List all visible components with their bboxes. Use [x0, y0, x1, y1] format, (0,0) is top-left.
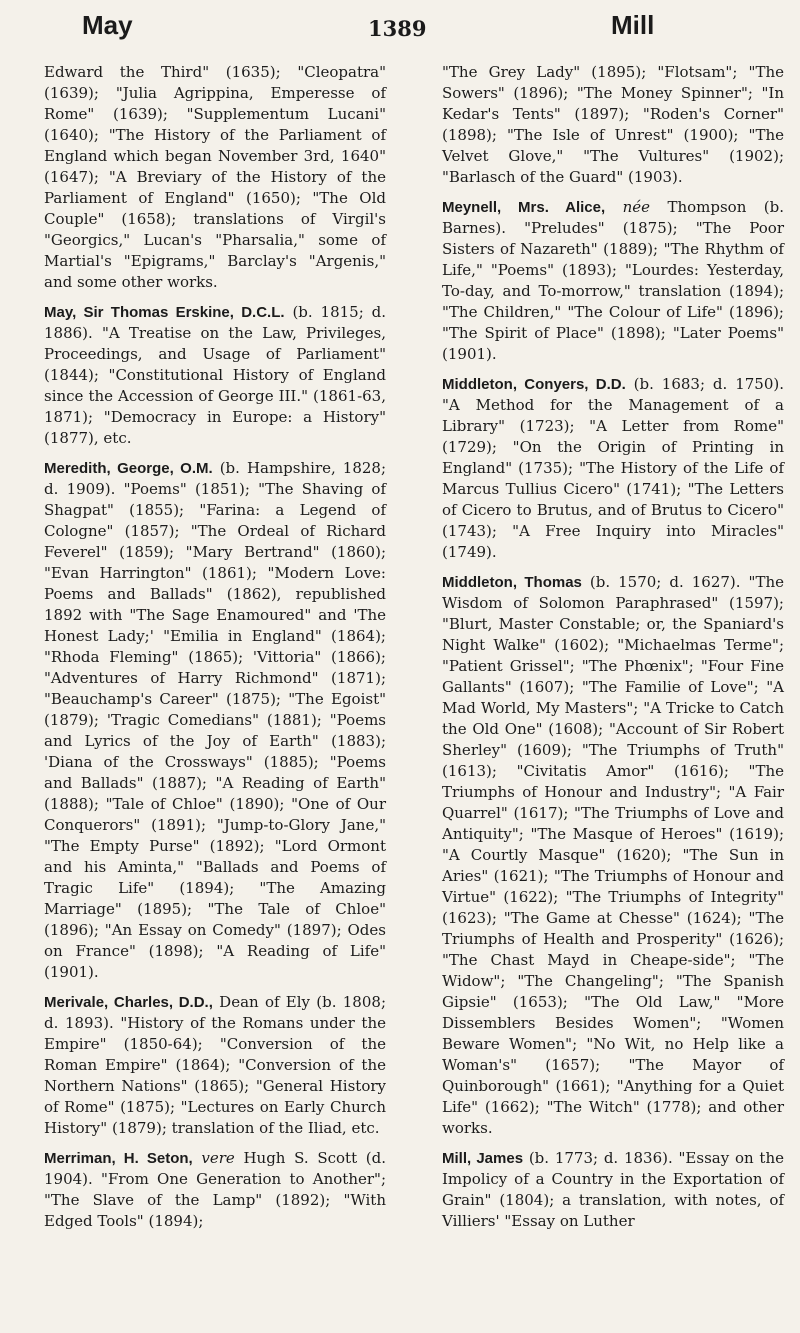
entry-text: (b. Hampshire, 1828; d. 1909). "Poems" (1851); "The Shaving of Shagpat" (1855); "Farina: a Legend of Cologne" (1857); "The Ordeal of Richard Feverel" (1859); "Mary Bertrand" (1860); "Evan Harrington" (1861); "Modern Love: Poems and Ballads" (1862), republished 1892 with "The Sage Enamoured" and 'The Honest Lady;' "Emilia in England" (1864); "Rhoda Fleming" (1865); 'Vittoria" (1866); "Adventures of Harry Richmond" (1871); "Beauchamp's Career" (1875); "The Egoist" (1879); 'Tragic Comedians" (1881); "Poems and Lyrics of the Joy of Earth" (1883); 'Diana of the Crossways" (1885); "Poems and Ballads" (1887); "A Reading of Earth" (1888); "Tale of Chloe" (1890); "One of Our Conquerors" (1891); "Jump-to-Glory Jane," "The Empty Purse" (1892); "Lord Ormont and his Aminta," "Ballads and Poems of Tragic Life" (1894); "The Amazing Marriage" (1895); "The Tale of Chloe" (1896); "An Essay on Comedy" (1897); Odes on France" (1898); "A Reading of Life" (1901).	[44, 459, 387, 981]
entry-text: Thompson (b. Barnes). "Preludes" (1875); "The Poor Sisters of Nazareth" (1889); "The Rhythm of Life," "Poems" (1893); "Lourdes: Yesterday, To-day, and To-morrow," translation (1894); "The Children," "The Colour of Life" (1896); "The Spirit of Place" (1898); "Later Poems" (1901).	[442, 198, 785, 363]
running-head	[0, 4, 800, 50]
entry-text: "The Grey Lady" (1895); "Flotsam"; "The Sowers" (1896); "The Money Spinner"; "In Kedar's Tents" (1897); "Roden's Corner" (1898); "The Isle of Unrest" (1900); "The Velvet Glove," "The Vultures" (1902); "Barlasch of the Guard" (1903).	[442, 63, 784, 186]
left-column	[44, 62, 386, 1241]
entry-text: Dean of Ely (b. 1808; d. 1893). "History of the Romans under the Empire" (1850-64); "Conversion of the Roman Empire" (1864); "Conversion of the Northern Nations" (1865); "General History of Rome" (1875); "Lectures on Early Church History" (1879); translation of the Iliad, etc.	[44, 993, 386, 1137]
text-columns	[44, 62, 784, 1241]
entry-italic: vere	[192, 1149, 235, 1167]
entry-text: Edward the Third" (1635); "Cleopatra" (1639); "Julia Agrippina, Emperesse of Rome" (1639); "Supplementum Lucani" (1640); "The History of the Parliament of England which began November 3rd, 1640" (1647); "A Breviary of the History of the Parliament of England" (1650); "The Old Couple" (1658); translations of Virgil's "Georgics," Lucan's "Pharsalia," some of Martial's "Epigrams," Barclay's "Argenis," and some other works.	[44, 63, 386, 291]
entry-text: (b. 1773; d. 1836). "Essay on the Impolicy of a Country in the Exportation of Grain" (1804); a translation, with notes, of Villiers' "Essay on Luther	[442, 1149, 784, 1230]
entry-heading: Middleton, Conyers, D.D.	[442, 376, 626, 393]
entry-middleton-conyers	[442, 374, 784, 563]
running-head-first-word: May	[82, 10, 133, 40]
entry-heading: Middleton, Thomas	[442, 574, 582, 591]
entry-text: (b. 1683; d. 1750). "A Method for the Management of a Library" (1723); "A Letter from Rome" (1729); "On the Origin of Printing in England" (1735); "The History of the Life of Marcus Tullius Cicero" (1741); "The Letters of Cicero to Brutus, and of Brutus to Cicero" (1743); "A Free Inquiry into Miracles" (1749).	[442, 375, 784, 561]
entry-merriman-continued	[442, 62, 784, 188]
entry-meynell	[442, 197, 784, 365]
running-head-last-word: Mill	[611, 10, 655, 40]
entry-continuation	[44, 62, 386, 293]
entry-middleton-thomas	[442, 572, 784, 1139]
right-column	[442, 62, 784, 1241]
entry-italic: née	[605, 198, 651, 216]
entry-heading: Merivale, Charles, D.D.,	[44, 994, 213, 1011]
entry-merriman	[44, 1148, 386, 1232]
page-number: 1389	[368, 16, 427, 41]
entry-text: (b. 1570; d. 1627). "The Wisdom of Solomon Paraphrased" (1597); "Blurt, Master Constable; or, the Spaniard's Night Walke" (1602); "Michaelmas Terme"; "Patient Grissel"; "The Phœnix"; "Four Fine Gallants" (1607); "The Familie of Love"; "A Mad World, My Masters"; "A Tricke to Catch the Old One" (1608); "Account of Sir Robert Sherley" (1609); "The Triumphs of Truth" (1613); "Civitatis Amor" (1616); "The Triumphs of Honour and Industry"; "A Fair Quarrel" (1617); "The Triumphs of Love and Antiquity"; "The Masque of Heroes" (1619); "A Courtly Masque" (1620); "The Sun in Aries" (1621); "The Triumphs of Honour and Virtue" (1622); "The Triumphs of Integrity" (1623); "The Game at Chesse" (1624); "The Triumphs of Health and Prosperity" (1626); "The Chast Mayd in Cheape-side"; "The Widow"; "The Changeling"; "The Spanish Gipsie" (1653); "The Old Law," "More Dissemblers Besides Women"; "Women Beware Women"; "No Wit, no Help like a Woman's" (1657); "The Mayor of Quinborough" (1661); "Anything for a Quiet Life" (1662); "The Witch" (1778); and other works.	[442, 573, 784, 1137]
entry-text: (b. 1815; d. 1886). "A Treatise on the Law, Privileges, Proceedings, and Usage of Parliament" (1844); "Constitutional History of England since the Accession of George III." (1861-63, 1871); "Democracy in Europe: a History" (1877), etc.	[44, 303, 387, 447]
entry-heading: Merriman, H. Seton,	[44, 1150, 193, 1167]
entry-text: Hugh S. Scott (d. 1904). "From One Generation to Another"; "The Slave of the Lamp" (1892); "With Edged Tools" (1894);	[44, 1149, 387, 1230]
entry-mill	[442, 1148, 784, 1232]
entry-heading: Meynell, Mrs. Alice,	[442, 199, 606, 216]
entry-heading: Mill, James	[442, 1150, 524, 1167]
entry-heading: Meredith, George, O.M.	[44, 460, 213, 477]
entry-merivale	[44, 992, 386, 1139]
entry-may	[44, 302, 386, 449]
entry-meredith	[44, 458, 386, 983]
entry-heading: May, Sir Thomas Erskine, D.C.L.	[44, 304, 285, 321]
